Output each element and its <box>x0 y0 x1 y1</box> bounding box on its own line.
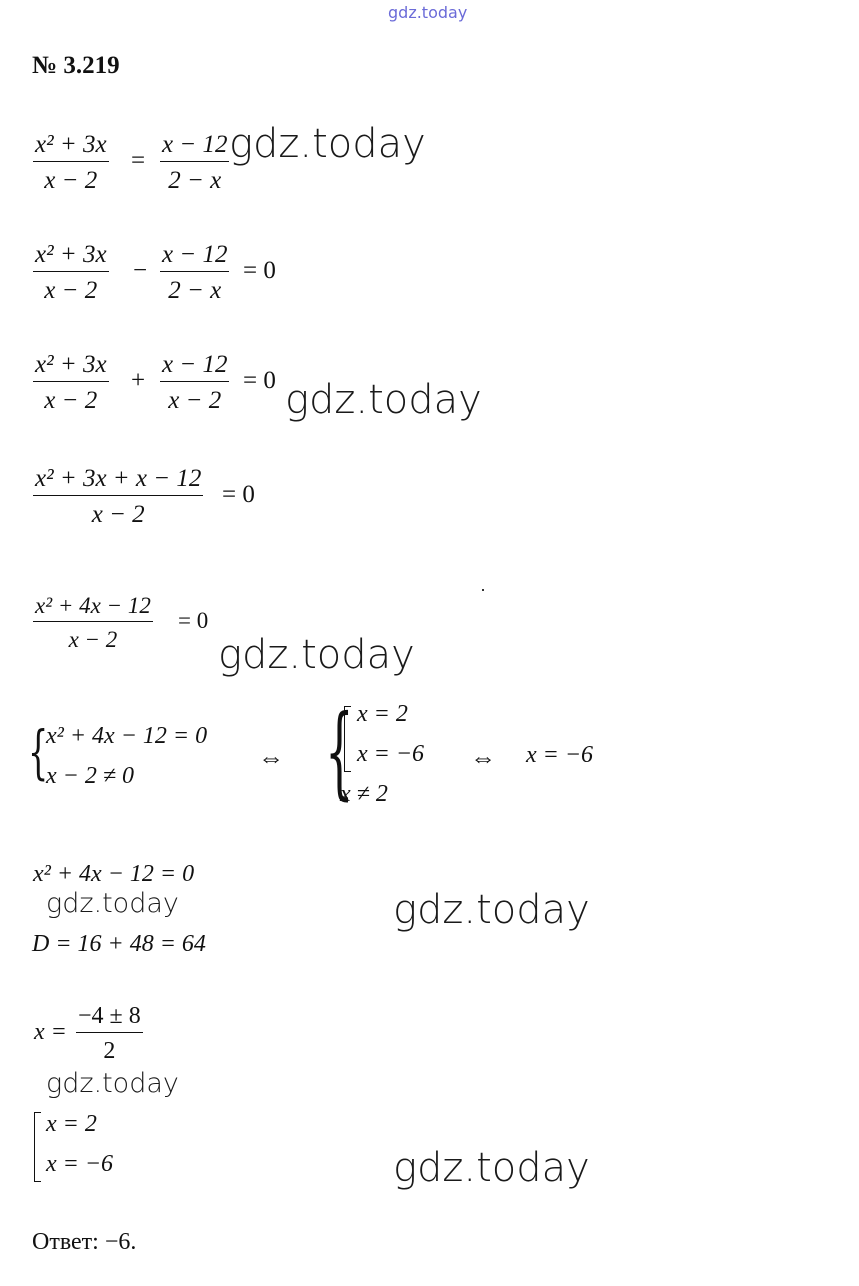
watermark-1: gdz.today <box>229 121 426 167</box>
fraction-lhs: x² + 3x x − 2 <box>35 131 107 195</box>
fraction-rhs: x − 12 x − 2 <box>162 351 228 415</box>
equiv-symbol-1: ⇔ <box>258 743 284 772</box>
equiv-symbol-2: ⇔ <box>470 743 496 772</box>
equals-zero: = 0 <box>222 481 255 508</box>
equals-zero: = 0 <box>243 367 276 394</box>
discriminant: D = 16 + 48 = 64 <box>32 931 206 957</box>
fraction-lhs: x² + 3x x − 2 <box>35 241 107 305</box>
stray-dot <box>482 589 484 591</box>
bracket-line-1: x = 2 <box>357 701 408 727</box>
system-extra-line: x ≠ 2 <box>340 781 388 807</box>
bracket-line-2: x = −6 <box>357 741 425 767</box>
operator: + <box>131 367 146 394</box>
equals-zero: = 0 <box>243 257 276 284</box>
fraction: x² + 4x − 12 x − 2 <box>35 593 151 653</box>
watermark-2: gdz.today <box>285 377 482 423</box>
system-line-2: x − 2 ≠ 0 <box>46 763 135 789</box>
watermark-6: gdz.today <box>46 1068 179 1099</box>
operator: = <box>131 147 146 174</box>
middle-bracket <box>344 706 351 772</box>
watermark-3: gdz.today <box>218 632 415 678</box>
roots-lhs: x = <box>34 1019 67 1045</box>
middle-brace: { <box>325 693 354 810</box>
quadratic-equation: x² + 4x − 12 = 0 <box>33 861 195 887</box>
problem-number: № 3.219 <box>32 52 120 79</box>
root-2: x = −6 <box>46 1151 114 1177</box>
left-brace: { <box>28 718 49 786</box>
watermark-7: gdz.today <box>393 1145 590 1191</box>
roots-bracket <box>34 1112 41 1182</box>
answer: Ответ: −6. <box>32 1229 137 1255</box>
system-line-1: x² + 4x − 12 = 0 <box>46 723 208 749</box>
roots-fraction: −4 ± 8 2 <box>78 1003 141 1065</box>
watermark-4: gdz.today <box>46 888 179 919</box>
equals-zero: = 0 <box>178 608 209 633</box>
fraction: x² + 3x + x − 12 x − 2 <box>35 465 202 529</box>
operator: − <box>133 257 148 284</box>
system-result: x = −6 <box>526 742 594 768</box>
fraction-rhs: x − 12 2 − x <box>162 241 228 305</box>
root-1: x = 2 <box>46 1111 97 1137</box>
watermark-5: gdz.today <box>393 887 590 933</box>
fraction-lhs: x² + 3x x − 2 <box>35 351 107 415</box>
top-watermark: gdz.today <box>388 3 468 22</box>
fraction-rhs: x − 12 2 − x <box>162 131 228 195</box>
